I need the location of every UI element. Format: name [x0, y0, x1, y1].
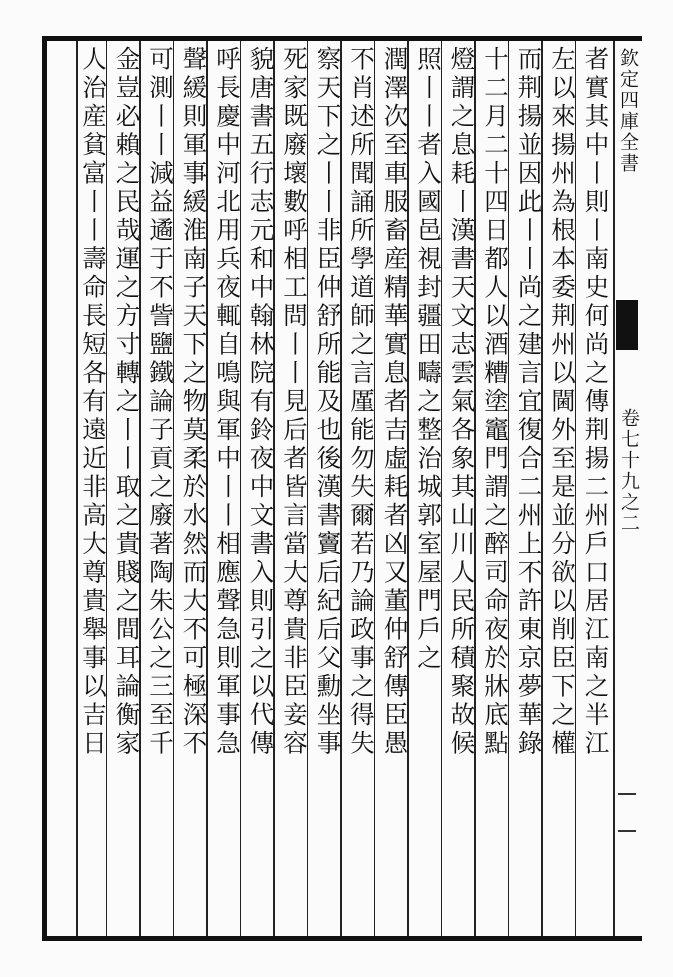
text-column: [175, 46, 213, 931]
column-text: 察天下之丨丨非臣仲舒所能及也後漢書竇后紀后父勳坐事: [313, 46, 343, 759]
text-column: [309, 46, 347, 931]
column-text: 燈謂之息耗丨漢書天文志雲氣各象其山川人民所積聚故候: [447, 46, 477, 759]
column-text: 貌唐書五行志元和中翰林院有鈴夜中文書入則引之以代傳: [246, 46, 276, 759]
text-column: [443, 46, 481, 931]
column-text: 聲緩則軍事緩淮南子天下之物莫柔於水然而大不可極深不: [179, 46, 209, 759]
frame-left-border: [42, 36, 47, 941]
frame-top-border: [42, 36, 642, 41]
text-column: [376, 46, 414, 931]
column-text: 左以來揚州為根本委荆州以閫外至是並分欲以削臣下之權: [548, 46, 577, 759]
text-column: [208, 46, 246, 931]
fold-tick: [618, 830, 636, 832]
column-text: 死家既廢壞數呼相工問丨丨見后者皆言當大尊貴非臣妾容: [280, 46, 309, 759]
text-column: [275, 46, 313, 931]
volume-label: [616, 408, 640, 534]
text-column: [242, 46, 280, 931]
text-column: [342, 46, 380, 931]
text-column: [108, 46, 146, 931]
text-column: [141, 46, 179, 931]
column-text: 潤澤次至車服畜産精華實息者吉虛耗者凶又董仲舒傳臣愚: [380, 46, 410, 759]
text-column: [74, 46, 112, 931]
column-text: 者實其中丨則丨南史何尚之傳荆揚二州戶口居江南之半江: [581, 46, 611, 759]
text-column: [476, 46, 514, 931]
fold-title-text: 欽定四庫全書: [617, 48, 639, 174]
text-column: [577, 46, 615, 931]
column-text: 金豈必賴之民哉運之方寸轉之丨丨取之貴賤之間耳論衡家: [112, 46, 142, 759]
text-column: [409, 46, 447, 931]
fold-title: [615, 48, 641, 174]
column-text: 可測丨丨減益遹于不訾鹽鐵論子貢之廢著陶朱公之三至千: [146, 46, 175, 759]
volume-label-text: 卷七十九之二: [618, 408, 640, 534]
column-text: 照丨丨者入國邑視封疆田疇之整治城郭室屋門戶之: [414, 46, 443, 673]
fish-tail-mark: [616, 300, 638, 350]
column-text: 十二月二十四日都人以酒糟塗竈門謂之醉司命夜於牀底點: [481, 46, 510, 759]
fold-tick: [618, 793, 636, 795]
text-column: [510, 46, 548, 931]
column-text: 而荆揚並因此丨丨尚之建言宜復合二州上不許東京夢華錄: [514, 46, 544, 759]
column-text: 呼長慶中河北用兵夜輒自鳴與軍中丨丨相應聲急則軍事急: [213, 46, 242, 759]
text-column: [543, 46, 581, 931]
frame-bottom-border: [42, 936, 642, 941]
column-text: 人治産貧富丨丨壽命長短各有遠近非高大尊貴舉事以吉日: [79, 46, 108, 759]
column-text: 不肖述所聞誦所學道師之言厪能勿失爾若乃論政事之得失: [347, 46, 376, 759]
